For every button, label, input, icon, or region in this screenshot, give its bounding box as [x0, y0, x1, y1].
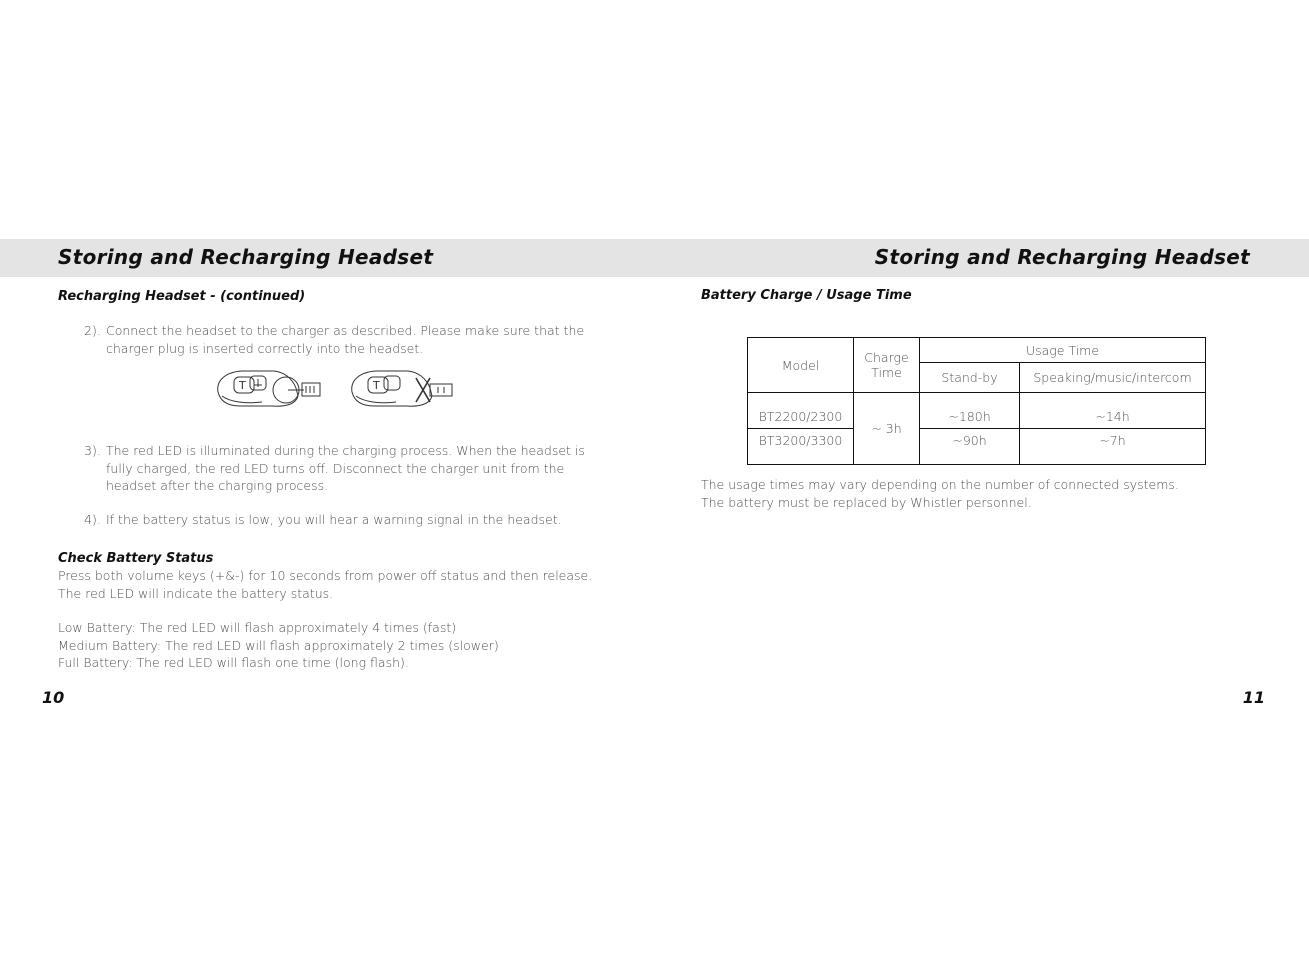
svg-text:T: T	[373, 379, 380, 392]
headset-charger-incorrect-icon	[352, 371, 452, 406]
step-text: Connect the headset to the charger as described. Please make sure that the charger plug is inserted correctly into the headset.	[106, 323, 585, 356]
header-usage-time: Usage Time	[920, 338, 1206, 363]
check-battery-text: Press both volume keys (+&-) for 10 seconds from power off status and then release. The red LED will indicate the battery status.	[58, 568, 593, 601]
header-speaking: Speaking/music/intercom	[1020, 363, 1206, 393]
usage-note	[701, 476, 1261, 511]
step-2	[84, 322, 614, 357]
page-title-left: Storing and Recharging Headset	[58, 245, 434, 269]
page-title-right: Storing and Recharging Headset	[874, 245, 1250, 269]
battery-level-medium: Medium Battery: The red LED will flash approximately 2 times (slower)	[58, 637, 499, 653]
battery-charge-subtitle: Battery Charge / Usage Time	[701, 288, 912, 303]
recharging-subtitle: Recharging Headset - (continued)	[58, 289, 306, 304]
row-speaking: ~7h	[1020, 429, 1206, 465]
charger-illustration	[212, 366, 462, 412]
header-standby: Stand-by	[920, 363, 1020, 393]
svg-text:T: T	[239, 379, 246, 392]
step-number: 4).	[84, 512, 101, 527]
check-battery-heading: Check Battery Status	[58, 551, 214, 566]
usage-note-line: The battery must be replaced by Whistler personnel.	[701, 494, 1032, 510]
headset-charger-correct-icon	[218, 371, 320, 406]
row-speaking: ~14h	[1020, 393, 1206, 429]
step-text: If the battery status is low, you will hear a warning signal in the headset.	[106, 512, 562, 527]
header-charge-time: Charge Time	[854, 338, 920, 393]
row-model: BT2200/2300	[748, 393, 854, 429]
page-number-right: 11	[1242, 688, 1265, 707]
step-4	[84, 511, 614, 529]
step-number: 3).	[84, 443, 101, 458]
row-standby: ~90h	[920, 429, 1020, 465]
charger-figure	[212, 366, 462, 416]
battery-levels-list	[58, 619, 618, 672]
page-number-left: 10	[42, 688, 65, 707]
step-3	[84, 442, 614, 495]
usage-note-line: The usage times may vary depending on the number of connected systems.	[701, 477, 1179, 492]
step-text: The red LED is illuminated during the charging process. When the headset is fully charged, the red LED turns off. Disconnect the charger unit from the headset after the charging process.	[106, 443, 585, 493]
battery-usage-table	[747, 337, 1206, 465]
cell-charge-time: ~ 3h	[854, 393, 920, 465]
battery-level-low: Low Battery: The red LED will flash approximately 4 times (fast)	[58, 620, 457, 635]
row-standby: ~180h	[920, 393, 1020, 429]
header-model: Model	[748, 338, 854, 393]
battery-level-full: Full Battery: The red LED will flash one time (long flash).	[58, 655, 409, 670]
step-number: 2).	[84, 323, 101, 338]
row-model: BT3200/3300	[748, 429, 854, 465]
